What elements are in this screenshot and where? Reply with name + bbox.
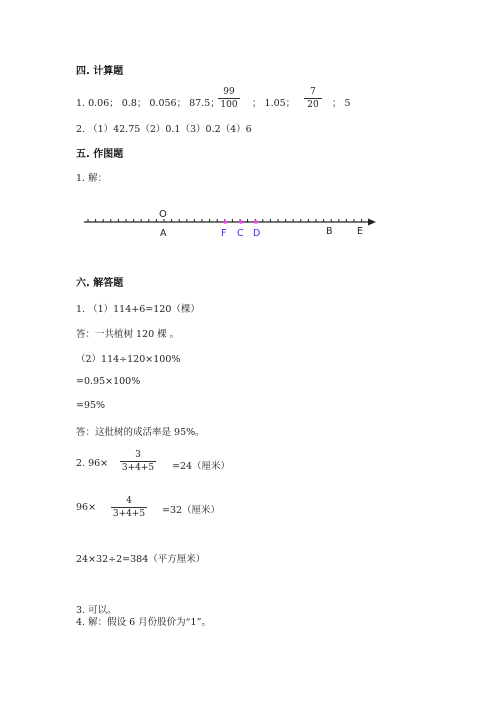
q6-2a-prefix: 2. 96× xyxy=(76,458,109,469)
fraction-bar xyxy=(120,461,156,462)
fraction-denominator: 20 xyxy=(307,100,319,110)
fraction-numerator: 3 xyxy=(135,450,141,460)
fraction-bar xyxy=(304,98,322,99)
point-label-a: A xyxy=(160,228,167,239)
marker-d xyxy=(254,220,258,224)
section6-heading: 六. 解答题 xyxy=(76,278,124,289)
fraction-bar xyxy=(218,98,240,99)
fraction-99-100 xyxy=(218,87,240,110)
fraction-numerator: 99 xyxy=(223,87,235,97)
q4-1-suffix: ； 5 xyxy=(332,98,351,109)
number-line xyxy=(0,200,500,245)
q6-line-1: 1. （1）114+6=120（棵） xyxy=(76,304,200,315)
point-label-d: D xyxy=(253,228,261,239)
q6-line-6: 答：这批树的成活率是 95%。 xyxy=(76,427,205,438)
fraction-denominator: 3+4+5 xyxy=(112,509,146,519)
q4-1-prefix: 1. 0.06； 0.8； 0.056； 87.5； xyxy=(76,98,220,109)
q6-2b-suffix: =32（厘米） xyxy=(162,505,221,516)
marker-c xyxy=(239,220,243,224)
marker-f xyxy=(223,220,227,224)
fraction-7-20 xyxy=(304,87,322,110)
q6-line-5: =95% xyxy=(76,400,106,411)
number-line-arrow-icon xyxy=(368,219,376,226)
fraction-numerator: 7 xyxy=(310,87,316,97)
point-label-c: C xyxy=(237,228,244,239)
section5-heading: 五. 作图题 xyxy=(76,149,124,160)
q6-2a-suffix: =24（厘米） xyxy=(172,461,231,472)
q6-2b-prefix: 96× xyxy=(76,502,97,513)
fraction-3-over-12 xyxy=(120,450,156,473)
q6-4: 4. 解：假设 6 月份股价为“1”。 xyxy=(76,617,211,628)
q6-3: 3. 可以。 xyxy=(76,605,117,616)
q4-1-mid: ； 1.05； xyxy=(252,98,296,109)
fraction-numerator: 4 xyxy=(126,496,132,506)
fraction-denominator: 3+4+5 xyxy=(121,463,155,473)
point-label-f: F xyxy=(221,228,227,239)
q6-line-2: 答：一共植树 120 棵 。 xyxy=(76,329,180,340)
q6-line-4: =0.95×100% xyxy=(76,376,141,387)
q5-1: 1. 解： xyxy=(76,173,108,184)
q4-2: 2. （1）42.75（2）0.1（3）0.2（4）6 xyxy=(76,124,252,135)
origin-label: O xyxy=(159,209,167,220)
point-label-b: B xyxy=(326,226,333,237)
q6-2c: 24×32÷2=384（平方厘米） xyxy=(76,554,206,565)
point-label-e: E xyxy=(357,226,364,237)
section4-heading: 四. 计算题 xyxy=(76,66,124,77)
fraction-4-over-12 xyxy=(111,496,147,519)
fraction-denominator: 100 xyxy=(220,100,238,110)
fraction-bar xyxy=(111,507,147,508)
q6-line-3: （2）114÷120×100% xyxy=(76,354,181,365)
